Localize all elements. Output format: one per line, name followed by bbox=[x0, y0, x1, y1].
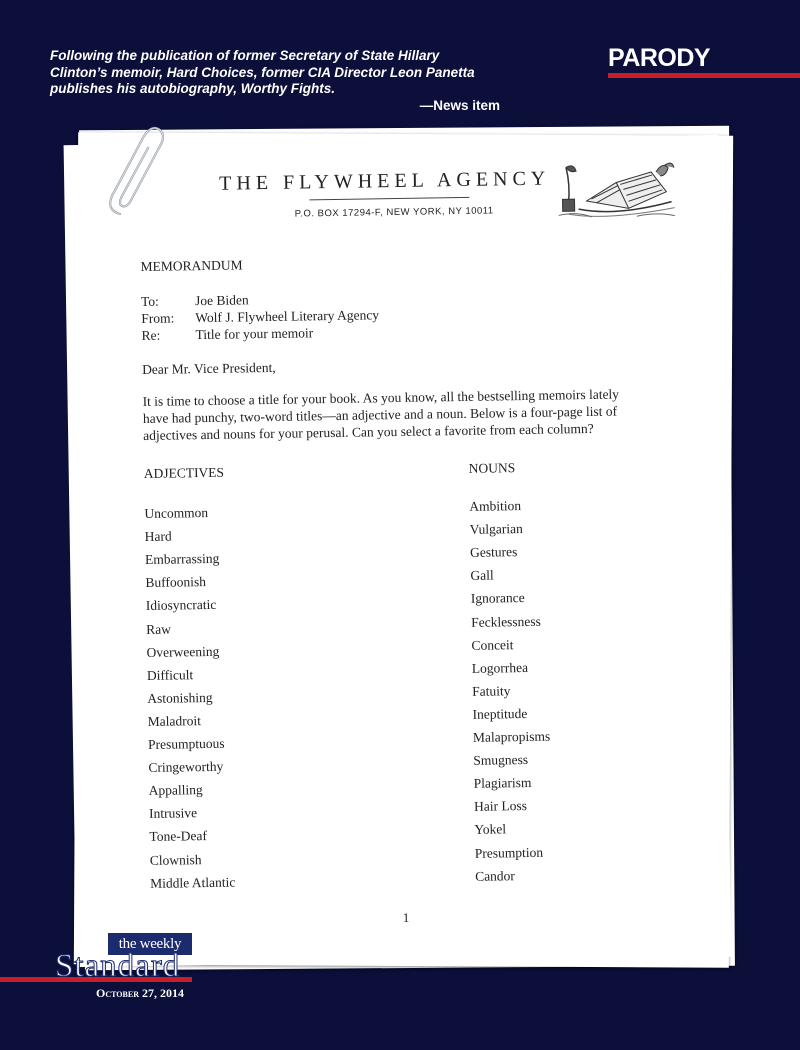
list-item: Middle Atlantic bbox=[150, 874, 236, 891]
list-item: Fatuity bbox=[472, 683, 511, 699]
body-line-1: It is time to choose a title for your book. As you know, all the bestselling memoirs lately bbox=[142, 386, 620, 409]
list-item: Smugness bbox=[473, 752, 529, 768]
re-label: Re: bbox=[141, 327, 161, 343]
from-value: Wolf J. Flywheel Literary Agency bbox=[195, 307, 380, 326]
list-item: Maladroit bbox=[147, 713, 202, 729]
re-value: Title for your memoir bbox=[195, 325, 314, 343]
list-item: Hard bbox=[144, 528, 172, 545]
list-item: Plagiarism bbox=[473, 775, 532, 792]
list-item: Tone-Deaf bbox=[149, 828, 208, 845]
to-label: To: bbox=[140, 293, 159, 309]
list-item: Embarrassing bbox=[144, 550, 220, 568]
adjectives-heading: ADJECTIVES bbox=[143, 464, 225, 481]
intro-credit: —News item bbox=[419, 97, 500, 113]
agency-rule bbox=[309, 197, 469, 201]
list-item: Presumption bbox=[474, 844, 544, 861]
list-item: Ineptitude bbox=[472, 705, 528, 722]
memo-heading: MEMORANDUM bbox=[140, 257, 243, 275]
list-item: Vulgarian bbox=[469, 521, 523, 537]
intro-text: Following the publication of former Secretary of State Hillary Clinton’s memoir, Hard Choices, former CIA Director Leon Panetta publishes his autobiography, Worthy Fights. bbox=[50, 48, 475, 96]
agency-address: P.O. BOX 17294-F, NEW YORK, NY 10011 bbox=[294, 205, 494, 220]
list-item: Conceit bbox=[471, 636, 514, 653]
list-item: Ignorance bbox=[470, 590, 525, 607]
list-item: Appalling bbox=[148, 782, 203, 799]
agency-name: THE FLYWHEEL AGENCY bbox=[219, 167, 551, 195]
list-item: Clownish bbox=[149, 851, 202, 868]
list-item: Astonishing bbox=[147, 689, 213, 706]
list-item: Buffoonish bbox=[145, 574, 207, 591]
list-item: Overweening bbox=[146, 643, 220, 660]
list-item: Difficult bbox=[146, 666, 194, 683]
list-item: Cringeworthy bbox=[148, 758, 224, 776]
list-item: Idiosyncratic bbox=[145, 597, 217, 614]
from-label: From: bbox=[141, 310, 175, 326]
body-line-3: adjectives and nouns for your perusal. Can you select a favorite from each column? bbox=[143, 420, 594, 443]
list-item: Candor bbox=[474, 867, 515, 884]
salutation: Dear Mr. Vice President, bbox=[141, 359, 276, 377]
issue-date: October 27, 2014 bbox=[96, 986, 184, 1000]
list-item: Gall bbox=[470, 567, 494, 584]
nouns-heading: NOUNS bbox=[468, 460, 516, 476]
list-item: Raw bbox=[146, 621, 172, 637]
body-line-2: have had punchy, two-word titles—an adjective and a noun. Below is a four-page list of bbox=[142, 403, 618, 426]
list-item: Presumptuous bbox=[147, 735, 225, 752]
list-item: Fecklessness bbox=[471, 613, 541, 630]
parody-badge: PARODY bbox=[608, 44, 711, 72]
parody-red-bar bbox=[608, 73, 800, 78]
list-item: Ambition bbox=[469, 498, 522, 514]
list-item: Gestures bbox=[469, 544, 518, 561]
list-item: Uncommon bbox=[144, 504, 209, 521]
book-logo-icon bbox=[556, 158, 677, 222]
intro-caption bbox=[50, 48, 500, 114]
memo-page bbox=[64, 135, 732, 967]
to-value: Joe Biden bbox=[194, 292, 249, 309]
page-number: 1 bbox=[402, 909, 410, 925]
masthead-the-weekly: the weekly bbox=[108, 933, 192, 955]
list-item: Yokel bbox=[474, 821, 507, 838]
paperclip-icon bbox=[100, 122, 170, 222]
list-item: Logorrhea bbox=[471, 659, 529, 676]
list-item: Hair Loss bbox=[473, 798, 528, 815]
list-item: Malapropisms bbox=[472, 728, 551, 745]
masthead-standard: Standard bbox=[55, 948, 181, 984]
list-item: Intrusive bbox=[148, 805, 198, 822]
